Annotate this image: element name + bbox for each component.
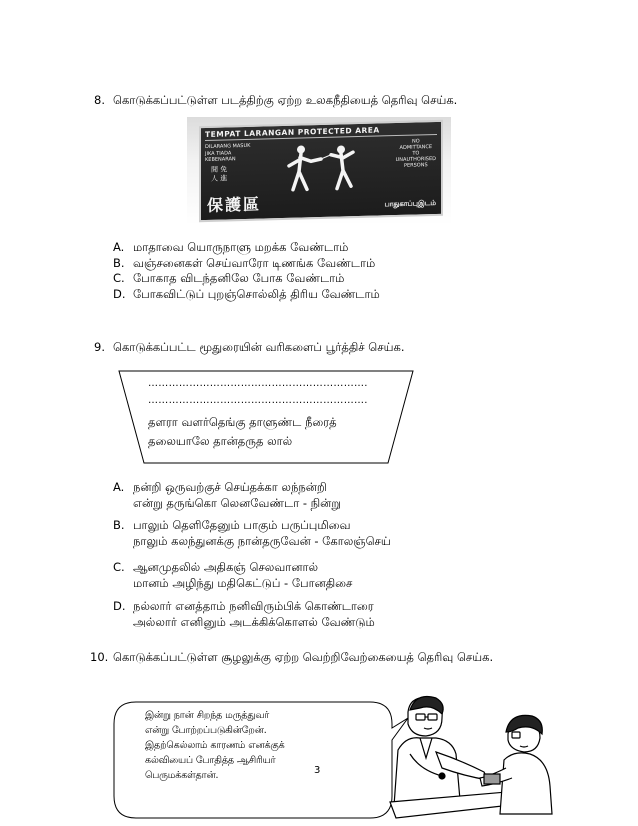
- option-text: போகாத விடந்தனிலே போக வேண்டாம்: [133, 271, 345, 285]
- question-10-text: கொடுக்கப்பட்டுள்ள சூழலுக்கு ஏற்ற வெற்றிவேற்கையைத் தெரிவு செய்க.: [113, 650, 494, 664]
- protected-area-sign-photo: [187, 117, 451, 225]
- question-8-text: கொடுக்கப்பட்டுள்ள படத்திற்கு ஏற்ற உலகநீதியைத் தெரிவு செய்க.: [113, 93, 458, 107]
- question-9-options: [113, 480, 391, 630]
- option-line-1: நல்லார் எனத்தாம் நனிவிரும்பிக் கொண்டாரை: [133, 599, 374, 613]
- proverb-box-content: [148, 378, 368, 450]
- option-text: வஞ்சனைகள் செய்வாரோ டிணங்க வேண்டாம்: [133, 255, 376, 270]
- question-8-options: [113, 240, 380, 302]
- question-9-text: கொடுக்கப்பட்ட மூதுரையின் வரிகளைப் பூர்த்திச் செய்க.: [113, 340, 405, 354]
- bubble-line: கல்வியைப் போதித்த ஆசிரியர்: [145, 755, 276, 766]
- speech-bubble-text: [145, 708, 285, 783]
- sign-malay-text: [205, 143, 250, 164]
- option-letter: A.: [113, 480, 125, 494]
- proverb-line-3: தளரா வளர்தெங்கு தாளுண்ட நீரைத்: [148, 415, 337, 429]
- option-text: போகவிட்டுப் புறஞ்சொல்லித் திரிய வேண்டாம்: [133, 286, 380, 301]
- option-letter: B.: [113, 255, 125, 270]
- sign-english-line: ADMITTANCE: [399, 144, 433, 151]
- sign-english-line: NO: [411, 138, 420, 145]
- option-line-2: என்று தருங்கொ லெனவேண்டா - நின்று: [133, 495, 341, 510]
- proverb-line-4: தலையாலே தான்தருத லால்: [148, 434, 293, 448]
- question-10-number: 10.: [90, 650, 109, 664]
- question-8-number: 8.: [94, 93, 105, 107]
- sign-header: TEMPAT LARANGAN PROTECTED AREA: [205, 124, 437, 141]
- option-b[interactable]: [113, 256, 380, 272]
- bubble-line: இன்று நான் சிறந்த மருத்துவர்: [145, 710, 270, 721]
- blank-line-2[interactable]: ……………………………………………………….: [148, 395, 368, 406]
- sign-tamil-text: பாதுகாப்புஇடம்: [384, 198, 436, 209]
- option-letter: A.: [113, 240, 125, 254]
- bubble-line: இதற்கெல்லாம் காரணம் எனக்குக்: [145, 740, 285, 751]
- option-line-2: அல்லார் எனினும் அடக்கிக்கொளல் வேண்டும்: [133, 614, 375, 629]
- question-9-number: 9.: [94, 340, 105, 354]
- option-line-2: மானம் அழிந்து மதிகெட்டுப் - போனதிசை: [133, 575, 353, 590]
- sign-chinese-line: 閒 免: [211, 165, 228, 174]
- option-line-1: ஆனமுதலில் அதிகஞ் செலவானால்: [133, 560, 319, 574]
- sign-chinese-line: 人 進: [211, 174, 228, 183]
- sign-english-line: UNAUTHORISED: [395, 155, 436, 164]
- option-letter: B.: [113, 518, 125, 532]
- option-letter: D.: [113, 599, 126, 613]
- option-c[interactable]: [113, 560, 391, 599]
- sign-malay-line: JIKA TIADA: [205, 149, 232, 157]
- option-b[interactable]: [113, 518, 391, 560]
- option-d[interactable]: [113, 599, 391, 630]
- sign-english-line: TO: [412, 150, 420, 157]
- sign-malay-line: KEBENARAN: [205, 156, 236, 164]
- sign-board: [199, 120, 443, 222]
- option-text: மாதாவை யொருநாளு மறக்க வேண்டாம்: [133, 240, 349, 254]
- sign-english-line: PERSONS: [403, 162, 428, 169]
- sign-chinese-small: [211, 165, 227, 183]
- option-c[interactable]: [113, 271, 380, 287]
- blank-line-1[interactable]: ……………………………………………………….: [148, 378, 368, 389]
- page-number: 3: [314, 765, 321, 776]
- bubble-line: பெருமக்கள்தான்.: [145, 770, 219, 781]
- intruder-silhouette-icon: [281, 142, 361, 192]
- option-letter: C.: [113, 271, 125, 285]
- option-line-2: நாலும் கலந்துனக்கு நான்தருவேன் - கோலஞ்செய்: [133, 533, 391, 548]
- sign-chinese-big: 保護區: [207, 194, 262, 215]
- sign-english-text: [396, 138, 436, 169]
- bubble-line: என்று போற்றப்படுகின்றேன்.: [145, 725, 267, 736]
- sign-malay-line: DILARANG MASUK: [205, 142, 251, 151]
- option-line-1: நன்றி ஒருவற்குச் செய்தக்கா லந்நன்றி: [133, 480, 327, 494]
- option-a[interactable]: [113, 240, 380, 256]
- option-d[interactable]: [113, 287, 380, 303]
- option-letter: D.: [113, 286, 126, 301]
- option-letter: C.: [113, 560, 125, 574]
- doctor-patient-illustration: [380, 690, 555, 822]
- option-a[interactable]: [113, 480, 391, 518]
- option-line-1: பாலும் தெளிதேனும் பாகும் பருப்புமிவை: [133, 518, 351, 532]
